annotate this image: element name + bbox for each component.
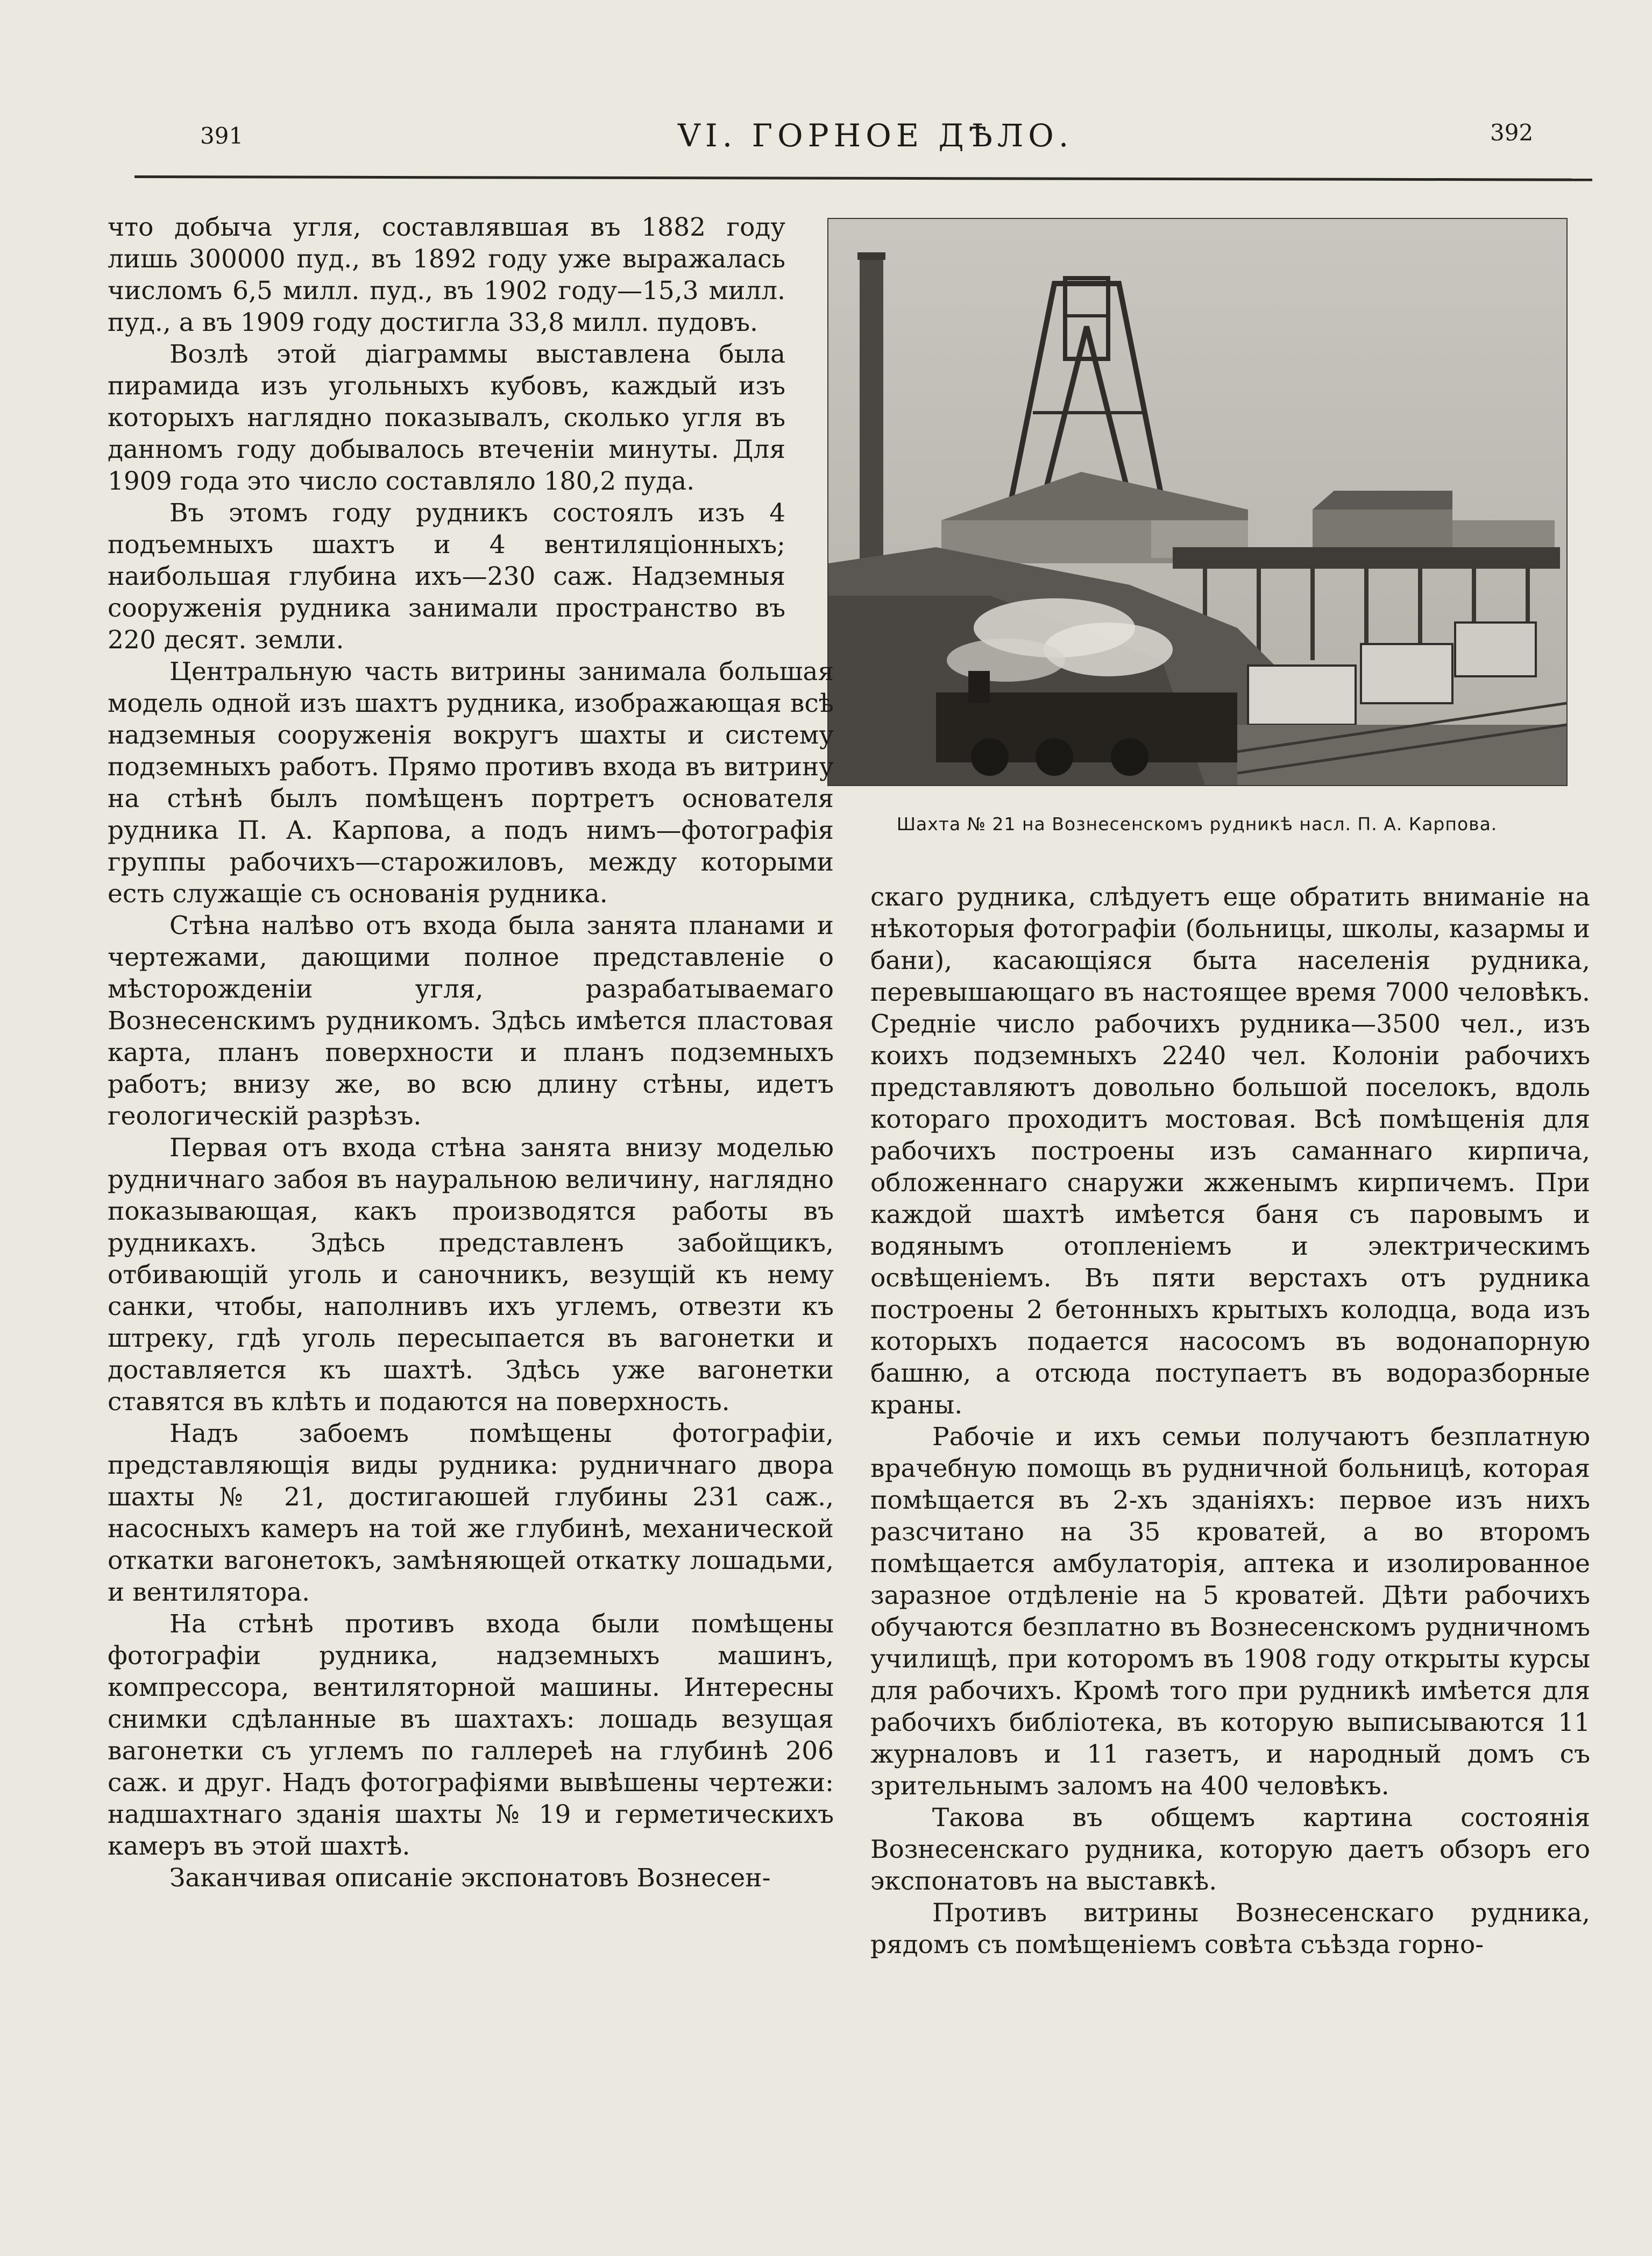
paragraph: Въ этомъ году рудникъ состоялъ изъ 4 подъемныхъ шахтъ и 4 вентиляціонныхъ; наибольшая глубина ихъ—230 саж. Надземныя сооруженія рудника занимали пространство въ 220 десят. земли. (108, 498, 785, 655)
paragraph: Первая отъ входа стѣна занята внизу моделью рудничнаго забоя въ науральною величину, наглядно показывающая, какъ производятся работы въ рудникахъ. Здѣсь представленъ забойщикъ, отбивающій уголь и саночникъ, везущій къ нему санки, чтобы, наполнивъ ихъ углемъ, отвезти къ штреку, гдѣ уголь пересыпается въ вагонетки и доставляется къ шахтѣ. Здѣсь уже вагонетки ставятся въ клѣть и подаются на поверхность. (108, 1133, 834, 1417)
mine-shaft-photo-graphic (828, 219, 1566, 785)
paragraph: Надъ забоемъ помѣщены фотографіи, представляющія виды рудника: рудничнаго двора шахты № 21, достигаюшей глубины 231 саж., насосныхъ камеръ на той же глубинѣ, механической откатки вагонетокъ, замѣняющей откатку лошадьми, и вентилятора. (108, 1419, 834, 1607)
figure-caption: Шахта № 21 на Вознесенскомъ рудникѣ насл. П. А. Карпова. (896, 814, 1498, 834)
paragraph: Противъ витрины Вознесенскаго рудника, рядомъ съ помѣщеніемъ совѣта съѣзда горно- (870, 1898, 1590, 1960)
left-column (108, 211, 834, 1894)
paragraph: Такова въ общемъ картина состоянія Вознесенскаго рудника, которую даетъ обзоръ его экспонатовъ на выставкѣ. (870, 1803, 1590, 1896)
page-number-left: 391 (200, 123, 244, 149)
paragraph: Возлѣ этой діаграммы выставлена была пирамида изъ угольныхъ кубовъ, каждый изъ которыхъ наглядно показывалъ, сколько угля въ данномъ году добывалось втеченіи минуты. Для 1909 года это число составляло 180,2 пуда. (108, 340, 785, 496)
paragraph: Заканчивая описаніе экспонатовъ Вознесен- (169, 1863, 771, 1893)
paragraph: Рабочіе и ихъ семьи получаютъ безплатную врачебную помощь въ рудничной больницѣ, которая помѣщается въ 2-хъ зданіяхъ: первое изъ нихъ разсчитано на 35 кроватей, а во второмъ помѣщается амбулаторія, аптека и изолированное заразное отдѣленіе на 5 кроватей. Дѣти рабочихъ обучаются безплатно въ Вознесенскомъ рудничномъ училищѣ, при которомъ въ 1908 году открыты курсы для рабочихъ. Кромѣ того при рудникѣ имѣется для рабочихъ библіотека, въ которую выписываются 11 журналовъ и 11 газетъ, и народный домъ съ зрительнымъ заломъ на 400 человѣкъ. (870, 1422, 1590, 1801)
header-rule (134, 175, 1592, 181)
paragraph: Центральную часть витрины занимала большая модель одной изъ шахтъ рудника, изображающая всѣ надземныя сооруженія вокругъ шахты и систему подземныхъ работъ. Прямо противъ входа въ витрину на стѣнѣ былъ помѣщенъ портретъ основателя рудника П. А. Карпова, а подъ нимъ—фотографія группы рабочихъ—старожиловъ, между которыми есть служащіе съ основанія рудника. (108, 657, 834, 909)
paragraph: что добыча угля, составлявшая въ 1882 году лишь 300000 пуд., въ 1892 году уже выражалась числомъ 6,5 милл. пуд., въ 1902 году—15,3 милл. пуд., а въ 1909 году достигла 33,8 милл. пудовъ. (108, 213, 785, 337)
paragraph: На стѣнѣ противъ входа были помѣщены фотографіи рудника, надземныхъ машинъ, компрессора, вентиляторной машины. Интересны снимки сдѣланные въ шахтахъ: лошадь везущая вагонетки съ углемъ по галлереѣ на глубинѣ 206 саж. и друг. Надъ фотографіями вывѣшены чертежи: надшахтнаго зданія шахты № 19 и герметическихъ камеръ въ этой шахтѣ. (108, 1609, 834, 1861)
right-column (870, 881, 1590, 1961)
mine-shaft-photo (827, 218, 1568, 786)
running-head: VI. ГОРНОЕ ДѢЛО. (678, 117, 1074, 154)
paragraph: скаго рудника, слѣдуетъ еще обратить вниманіе на нѣкоторыя фотографіи (больницы, школы, казармы и бани), касающіяся быта населенія рудника, перевышающаго въ настоящее время 7000 человѣкъ. Средніе число рабочихъ рудника—3500 чел., изъ коихъ подземныхъ 2240 чел. Колоніи рабочихъ представляютъ довольно большой поселокъ, вдоль котораго проходитъ мостовая. Всѣ помѣщенія для рабочихъ построены изъ саманнаго кирпича, обложеннаго снаружи жженымъ кирпичемъ. При каждой шахтѣ имѣется баня съ паровымъ и водянымъ отопленіемъ и электрическимъ освѣщеніемъ. Въ пяти верстахъ отъ рудника построены 2 бетонныхъ крытыхъ колодца, вода изъ которыхъ подается насосомъ въ водонапорную башню, а отсюда поступаетъ въ водоразборные краны. (870, 882, 1590, 1420)
page-number-right: 392 (1490, 119, 1534, 146)
paragraph: Стѣна налѣво отъ входа была занята планами и чертежами, дающими полное представленіе о мѣсторожденіи угля, разрабатываемаго Вознесенскимъ рудникомъ. Здѣсь имѣется пластовая карта, планъ поверхности и планъ подземныхъ работъ; внизу же, во всю длину стѣны, идетъ геологическій разрѣзъ. (108, 911, 834, 1131)
